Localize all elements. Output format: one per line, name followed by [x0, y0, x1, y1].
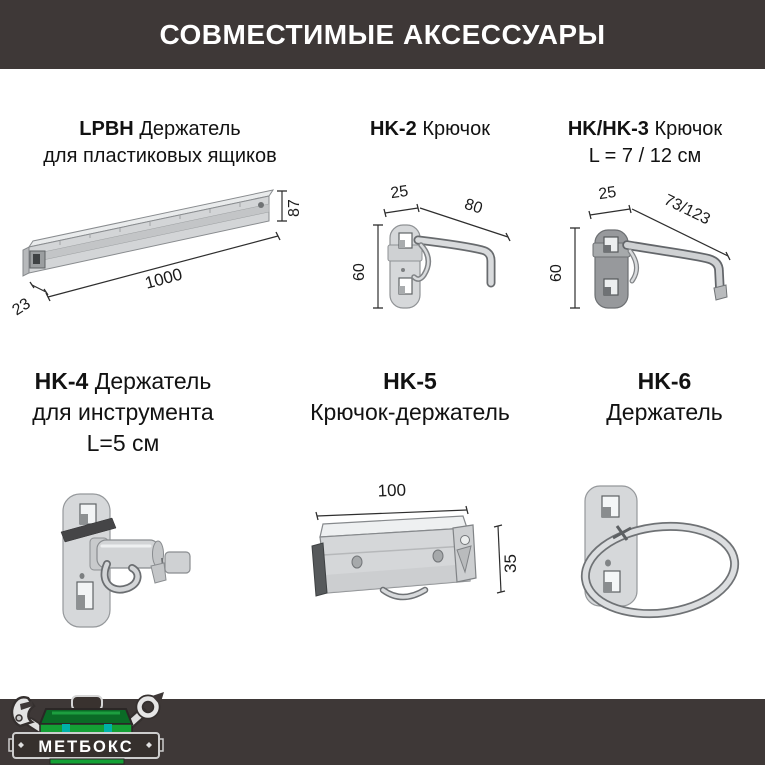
title-line2: Держатель	[606, 399, 723, 425]
title-line2: для пластиковых ящиков	[43, 145, 277, 167]
rail-groove	[29, 204, 269, 263]
lpbh-dim-depth: 23	[9, 295, 34, 320]
toolbox-stripe-teal-left	[62, 724, 70, 733]
hk2-dim-height: 60	[351, 263, 368, 281]
rail-right-detail	[258, 202, 264, 208]
title-line3: L=5 см	[86, 430, 160, 456]
title-line2: Крючок-держатель	[310, 399, 510, 425]
hk6-drawing	[575, 478, 755, 640]
title-line2: L = 7 / 12 см	[588, 145, 702, 167]
hk2-drawing	[348, 182, 518, 335]
product-title-hk2	[350, 116, 510, 143]
dim-line-plate-width	[590, 209, 630, 215]
hk3-dim-plate-width: 25	[597, 183, 618, 204]
product-code: HK-5	[383, 368, 437, 394]
dim-line-plate-width	[385, 208, 418, 213]
product-title-hk5	[295, 366, 525, 428]
title-line	[295, 366, 525, 397]
hk4-drawing	[50, 480, 200, 632]
slot-step	[604, 582, 612, 592]
plate-hole	[80, 573, 85, 579]
product-code: HK-4	[34, 368, 89, 394]
brand-name: МЕТБОКС	[38, 738, 134, 756]
logo-base-bar	[50, 759, 124, 764]
wrench-worm-screw	[16, 715, 22, 721]
rail-left-slot	[33, 254, 40, 264]
slot-step	[604, 287, 611, 295]
end-plate-hole	[461, 536, 470, 545]
lpbh-dim-height: 87	[286, 199, 303, 217]
product-code: HK-6	[637, 368, 692, 394]
slot-step	[80, 514, 88, 524]
toolbox-lid	[40, 709, 132, 724]
title-line	[15, 116, 305, 143]
dim-line-depth	[32, 285, 46, 292]
slot-step	[77, 595, 85, 609]
slot-step	[399, 286, 405, 294]
product-title-hk4	[8, 366, 238, 459]
slot-step	[399, 240, 405, 248]
tick	[726, 252, 730, 260]
brand-logo	[6, 692, 192, 764]
title-line	[8, 366, 238, 397]
product-title-lpbh	[15, 116, 305, 170]
jaw-notch	[151, 563, 166, 583]
hk5-dim-height: 35	[501, 554, 520, 573]
product-name: Крючок	[654, 118, 723, 140]
hk2-dim-hook-length: 80	[462, 195, 485, 218]
product-title-hk3	[540, 116, 750, 170]
hk5-drawing	[295, 480, 530, 635]
jaw-block	[165, 552, 190, 573]
product-code: HK-2	[370, 118, 417, 140]
hk2-dim-plate-width: 25	[389, 182, 410, 203]
product-title-hk6	[562, 366, 765, 428]
hk3-dim-height: 60	[548, 264, 565, 282]
product-code: LPBH	[79, 118, 134, 140]
page-title: СОВМЕСТИМЫЕ АКСЕССУАРЫ	[159, 18, 606, 50]
lpbh-drawing	[10, 185, 320, 325]
slot-step	[604, 245, 611, 252]
toolbox-stripe	[40, 724, 132, 733]
product-name: Держатель	[139, 118, 241, 140]
plate-hole	[605, 560, 611, 567]
dim-line-width	[317, 510, 467, 516]
plate-hole	[401, 268, 405, 272]
product-name: Крючок	[422, 118, 490, 140]
face-hole-right	[433, 550, 443, 562]
face-hole-left	[352, 556, 362, 568]
hook-foot	[714, 285, 727, 300]
product-name: Держатель	[94, 368, 212, 394]
title-line	[540, 116, 750, 143]
hk3-dim-hook-length: 73/123	[661, 191, 713, 229]
title-line	[350, 116, 510, 143]
hk5-dim-width: 100	[377, 480, 407, 501]
hk3-drawing	[545, 185, 765, 335]
slot-step	[602, 507, 611, 517]
product-code: HK/HK-3	[567, 118, 649, 140]
toolbox-handle	[72, 696, 102, 710]
lpbh-dim-length: 1000	[142, 264, 185, 293]
title-line	[562, 366, 765, 397]
rail-left-end	[23, 247, 29, 276]
title-line2: для инструмента	[32, 399, 214, 425]
header-bar	[0, 0, 765, 69]
toolbox-stripe-teal-right	[104, 724, 112, 733]
tick	[30, 282, 34, 288]
